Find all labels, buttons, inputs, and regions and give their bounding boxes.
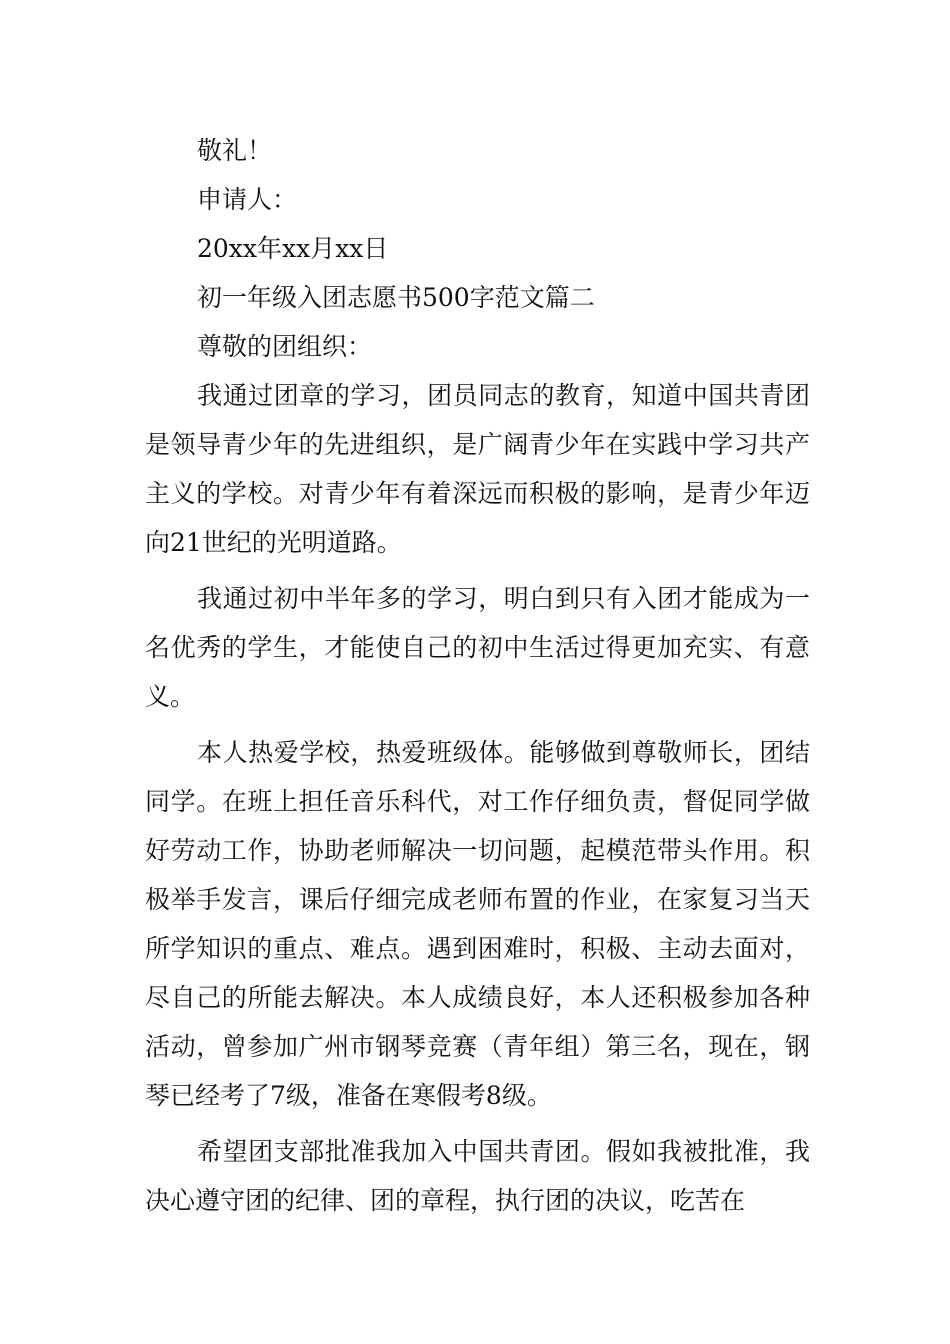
paragraph-1: 我通过团章的学习，团员同志的教育，知道中国共青团是领导青少年的先进组织，是广阔青少年在实践中学习共产主义的学校。对青少年有着深远而积极的影响，是青少年迈向21世纪的光明道路。 xyxy=(145,381,810,557)
document-body xyxy=(145,126,810,1225)
salutation: 尊敬的团组织： xyxy=(197,332,373,361)
closing-line: 敬礼！ xyxy=(197,136,273,165)
paragraph-3: 本人热爱学校，热爱班级体。能够做到尊敬师长，团结同学。在班上担任音乐科代，对工作仔细负责，督促同学做好劳动工作，协助老师解决一切问题，起模范带头作用。积极举手发言，课后仔细完成老师布置的作业，在家复习当天所学知识的重点、难点。遇到困难时，积极、主动去面对，尽自己的所能去解决。本人成绩良好，本人还积极参加各种活动，曾参加广州市钢琴竞赛（青年组）第三名，现在，钢琴已经考了7级，准备在寒假考8级。 xyxy=(145,738,810,1110)
paragraph-2: 我通过初中半年多的学习，明白到只有入团才能成为一名优秀的学生，才能使自己的初中生活过得更加充实、有意义。 xyxy=(145,584,810,711)
date-line: 20xx年xx月xx日 xyxy=(197,234,389,263)
paragraph-4: 希望团支部批准我加入中国共青团。假如我被批准，我决心遵守团的纪律、团的章程，执行团的决议，吃苦在 xyxy=(145,1137,810,1215)
applicant-label: 申请人： xyxy=(197,185,298,214)
section-title: 初一年级入团志愿书500字范文篇二 xyxy=(197,283,595,312)
